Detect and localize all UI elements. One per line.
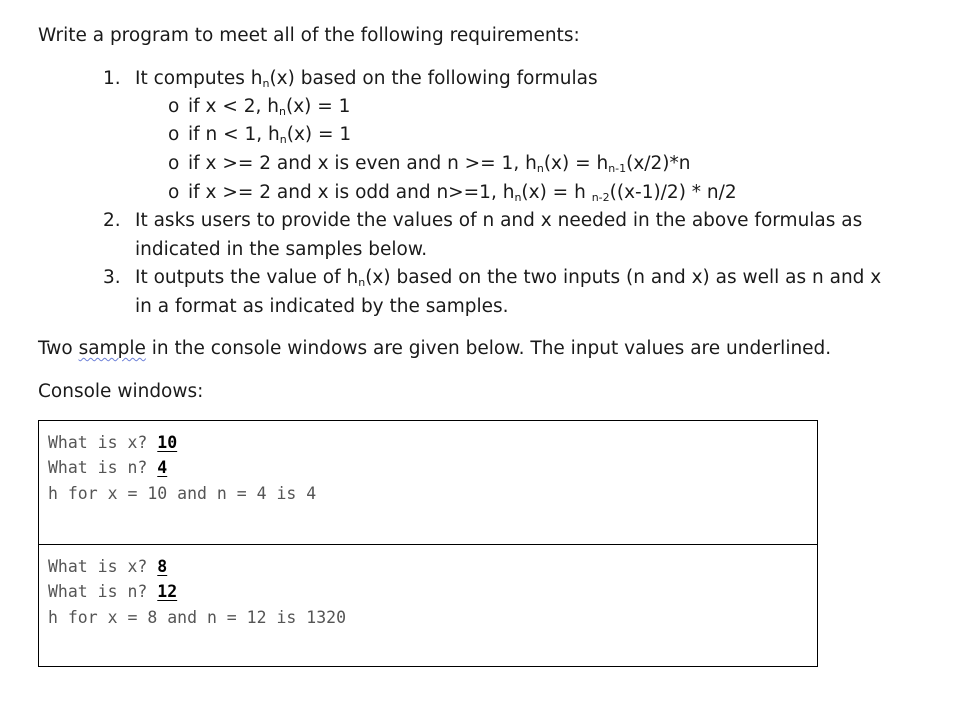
formula-1-bullet: o <box>168 96 180 117</box>
req-2-text-line2: indicated in the samples below. <box>135 239 428 260</box>
console-2-prompt-n: What is n? 12 <box>48 582 178 601</box>
formula-3-bullet: o <box>168 153 180 174</box>
samples-text: Two sample in the console windows are given below. The input values are underlined. <box>38 338 832 359</box>
console-window-1 <box>38 420 818 545</box>
spellcheck-word[interactable]: sample <box>78 338 146 359</box>
console-1-output: h for x = 10 and n = 4 is 4 <box>48 484 317 503</box>
console-1-input-x: 10 <box>157 433 178 452</box>
formula-4: if x >= 2 and x is odd and n>=1, $h_n(x) = h$ $_{n-2}$((x-1)/2) * n/2 <box>188 182 737 204</box>
formula-2-bullet: o <box>168 124 180 145</box>
req-1-number: 1. <box>103 68 121 89</box>
req-3-text-line2: in a format as indicated by the samples. <box>135 296 509 317</box>
console-window-2 <box>38 544 818 667</box>
req-3-text-line1: It outputs the value of $h_n(x)$ based on the two inputs (n and x) as well as n and x <box>135 267 882 289</box>
req-1-text: It computes $h_n(x)$ based on the following formulas <box>135 68 598 90</box>
console-1-input-n: 4 <box>157 458 168 477</box>
console-1-prompt-x: What is x? 10 <box>48 433 178 452</box>
formula-1: if x < 2, $h_n(x) = 1$ <box>188 96 351 118</box>
formula-2: if n < 1, $h_n(x) = 1$ <box>188 124 352 146</box>
console-2-prompt-x: What is x? 8 <box>48 557 168 576</box>
req-2-text-line1: It asks users to provide the values of n and x needed in the above formulas as <box>135 210 863 231</box>
console-2-output: h for x = 8 and n = 12 is 1320 <box>48 608 347 627</box>
intro-text: Write a program to meet all of the following requirements: <box>38 25 580 46</box>
console-2-input-n: 12 <box>157 582 178 601</box>
req-3-number: 3. <box>103 267 121 288</box>
console-2-input-x: 8 <box>157 557 168 576</box>
formula-3: if x >= 2 and x is even and n >= 1, $h_n(x) = h_{n-1}(x/2)*n$ <box>188 153 691 175</box>
req-2-number: 2. <box>103 210 121 231</box>
console-heading: Console windows: <box>38 381 204 402</box>
formula-4-bullet: o <box>168 182 180 203</box>
console-1-prompt-n: What is n? 4 <box>48 458 168 477</box>
